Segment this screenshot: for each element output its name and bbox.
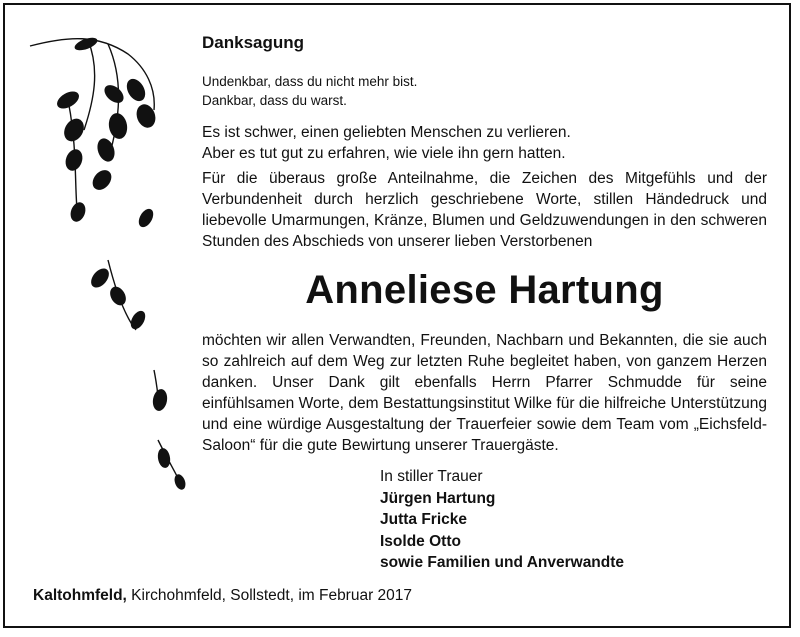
mourner-name: Jutta Fricke [380,511,468,528]
signoff-intro: In stiller Trauer [380,468,483,485]
signoff [380,466,624,574]
motto-line: Undenkbar, dass du nicht mehr bist. [202,74,418,89]
footer-place-date [33,587,412,605]
thanks-paragraph: möchten wir allen Verwandten, Freunden, Nachbarn und Bekannten, die sie auch so zahlreich auf dem Weg zur letzten Ruhe begleitet haben, von ganzem Herzen danken. Unser Dank gilt ebenfalls Herrn Pfarrer Schmudde für seine einfühlsamen Worte, dem Bestattungsinstitut Wilke für die hilfreiche Unterstützung und eine würdige Ausgestaltung der Trauerfeier sowie dem Team vom „Eichsfeld-Saloon“ für die gute Bewirtung unserer Trauergäste. [202,332,767,454]
deceased-name: Anneliese Hartung [305,268,664,312]
gratitude-paragraph: Für die überaus große Anteilnahme, die Zeichen des Mitgefühls und der Verbundenheit durch herzlich geschriebene Worte, stillen Händedruck und liebevolle Umarmungen, Kränze, Blumen und Geldzuwendungen in den schweren Stunden des Abschieds von unserer lieben Verstorbenen [202,170,767,250]
intro-text [202,122,571,164]
notice-heading: Danksagung [202,33,305,52]
footer-rest: Kirchohmfeld, Sollstedt, im Februar 2017 [126,587,413,604]
motto [202,72,417,110]
footer-place: Kaltohmfeld, [33,587,127,604]
motto-line: Dankbar, dass du warst. [202,93,347,108]
intro-line: Aber es tut gut zu erfahren, wie viele ihn gern hatten. [202,145,566,162]
intro-line: Es ist schwer, einen geliebten Menschen zu verlieren. [202,124,571,141]
hanging-birch-leaves-icon [28,30,198,500]
mourner-name: Jürgen Hartung [380,489,496,507]
mourner-name: sowie Familien und Anverwandte [380,554,625,571]
mourner-name: Isolde Otto [380,532,461,550]
